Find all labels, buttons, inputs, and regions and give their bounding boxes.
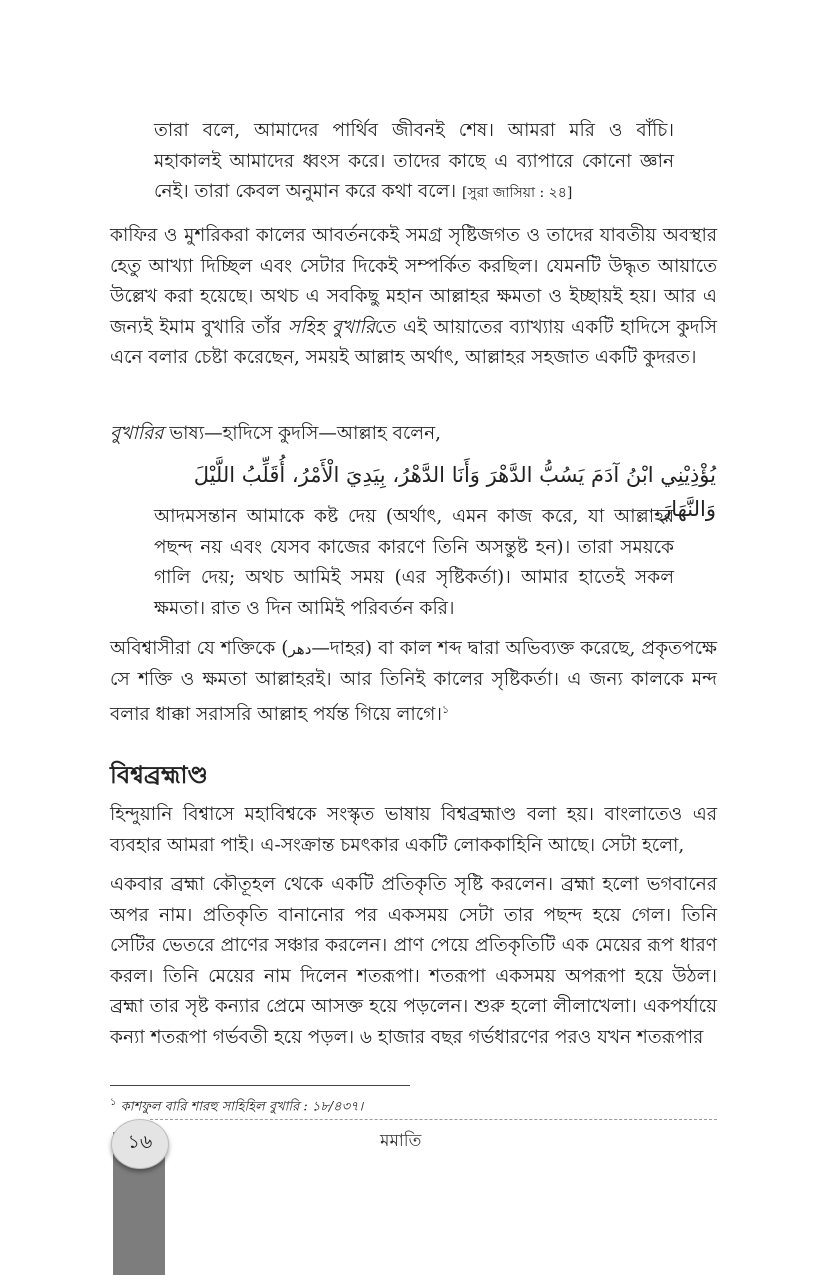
book-title-italic: সহিহ বুখারি [287,316,375,338]
paragraph-hindu-belief: হিন্দুয়ানি বিশ্বাসে মহাবিশ্বকে সংস্কৃত ভাষায় বিশ্বব্রহ্মাণ্ড বলা হয়। বাংলাতেও এর ব্যবহার আমরা পাই। এ-সংক্রান্ত চমৎকার একটি লোককাহিনি আছে। সেটা হলো, [110,804,717,856]
quran-translation-quote [154,116,674,209]
paragraph-dahr [110,634,717,731]
dahr-text-before: অবিশ্বাসীরা যে শক্তিকে ( [110,638,289,659]
paragraph-text-after: তে এই আয়াতের ব্যাখ্যায় একটি হাদিসে কুদসি এনে বলার চেষ্টা করেছেন, সময়ই আল্লাহ অর্থাৎ, আল্লাহর সহজাত একটি কুদরত। [110,316,717,368]
page-number: ১৬ [127,1131,153,1153]
footnote-divider [110,1085,410,1086]
source-name-italic: বুখারির [110,423,164,444]
footnote-text: কাশফুল বারি শারহু সাহিহিল বুখারি : ১৮/৪৩৭। [120,1099,364,1115]
footnote [110,1093,363,1117]
running-title: মমাতি [380,1131,422,1151]
paragraph-hadith-intro [110,419,717,450]
intro-text: ভাষ্য—হাদিসে কুদসি—আল্লাহ বলেন, [163,423,442,444]
page-number-badge [111,1119,169,1169]
quote-text: তারা বলে, আমাদের পার্থিব জীবনই শেষ। আমরা মরি ও বাঁচি। মহাকালই আমাদের ধ্বংস করে। তাদের কাছে এ ব্যাপারে কোনো জ্ঞান নেই। তারা কেবল অনুমান করে কথা বলে। [154,120,674,202]
dahr-text-after: —দাহর) বা কাল শব্দ দ্বারা অভিব্যক্ত করেছে, প্রকৃতপক্ষে সে শক্তি ও ক্ষমতা আল্লাহরই। আর তিনিই কালের সৃষ্টিকর্তা। এ জন্য কালকে মন্দ বলার ধাক্কা সরাসরি আল্লাহ পর্যন্ত গিয়ে লাগে। [110,638,717,726]
footnote-marker: ১ [110,1097,117,1108]
paragraph-kafir-mushrik [110,221,717,374]
section-heading: বিশ্বব্রহ্মাণ্ড [110,760,208,789]
hadith-arabic-text: يُؤْذِيْنِي ابْنُ آدَمَ يَسُبُّ الدَّهْرَ وَأَنَا الدَّهْرُ، بِيَدِيَ الْأَمْرُ، أُقَلِّبُ اللَّيْلَ وَالنَّهَارَ. [193,463,716,521]
footer-dashed-line [150,1119,717,1120]
hadith-translation-quote: আদমসন্তান আমাকে কষ্ট দেয় (অর্থাৎ, এমন কাজ করে, যা আল্লাহর পছন্দ নয় এবং যেসব কাজের কারণে তিনি অসন্তুষ্ট হন)। তারা সময়কে গালি দেয়; অথচ আমিই সময় (এর সৃষ্টিকর্তা)। আমার হাতেই সকল ক্ষমতা। রাত ও দিন আমিই পরিবর্তন করি। [154,506,674,619]
paragraph-brahma-story: একবার ব্রহ্মা কৌতূহল থেকে একটি প্রতিকৃতি সৃষ্টি করলেন। ব্রহ্মা হলো ভগবানের অপর নাম। প্রতিকৃতি বানানোর পর একসময় সেটা তার পছন্দ হয়ে গেল। তিনি সেটির ভেতরে প্রাণের সঞ্চার করলেন। প্রাণ পেয়ে প্রতিকৃতিটি এক মেয়ের রূপ ধারণ করল। তিনি মেয়ের নাম দিলেন শতরূপা। শতরূপা একসময় অপরূপা হয়ে উঠল। ব্রহ্মা তার সৃষ্ট কন্যার প্রেমে আসক্ত হয়ে পড়লেন। শুরু হলো লীলাখেলা। একপর্যায়ে কন্যা শতরূপা গর্ভবতী হয়ে পড়ল। ৬ হাজার বছর গর্ভধারণের পরও যখন শতরূপার [110,874,717,1048]
footnote-reference[interactable]: ১ [441,703,450,716]
paragraph-text-before: কাফির ও মুশরিকরা কালের আবর্তনকেই সমগ্র সৃষ্টিজগত ও তাদের যাবতীয় অবস্থার হেতু আখ্যা দিচ্ছিল এবং সেটার দিকেই সম্পর্কিত করছিল। যেমনটি উদ্ধৃত আয়াতে উল্লেখ করা হয়েছে। অথচ এ সবকিছু মহান আল্লাহর ক্ষমতা ও ইচ্ছায়ই হয়। আর এ জন্যই ইমাম বুখারি তাঁর [110,225,717,338]
arabic-dahr-word: دهر [288,640,312,658]
surah-citation: [সুরা জাসিয়া : ২৪] [462,185,573,201]
